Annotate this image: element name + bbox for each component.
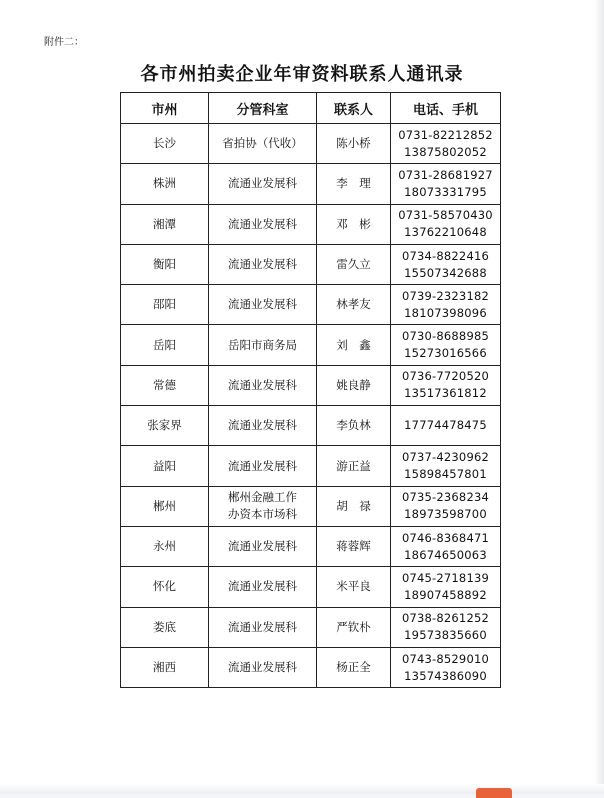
contact-cell: 胡 禄 — [317, 486, 391, 526]
phone-number: 18073331795 — [404, 184, 487, 199]
header-city: 市州 — [121, 93, 209, 124]
table-row — [121, 526, 501, 566]
phone-number: 19573835660 — [404, 628, 487, 643]
phone-cell — [391, 446, 501, 486]
city-cell: 湘西 — [121, 647, 209, 687]
phone-number: 15507342688 — [404, 265, 487, 280]
table-row — [121, 365, 501, 405]
dept-line: 办资本市场科 — [228, 507, 297, 522]
phone-number: 0746-8368471 — [401, 530, 490, 545]
dept-line: 流通业发展科 — [228, 619, 297, 634]
table-row — [121, 406, 501, 446]
contact-cell: 李负林 — [317, 406, 391, 446]
phone-number: 0730-8688985 — [401, 329, 490, 344]
dept-cell — [209, 526, 317, 566]
table-row — [121, 164, 501, 204]
phone-number: 17774478475 — [404, 418, 487, 433]
page-edge-bottom — [0, 784, 604, 794]
phone-number: 15898457801 — [404, 467, 487, 482]
table-row — [121, 285, 501, 325]
city-cell: 怀化 — [121, 567, 209, 607]
phone-number: 0739-2323182 — [401, 288, 490, 303]
table-row — [121, 446, 501, 486]
annex-label: 附件二： — [44, 37, 84, 48]
dept-line: 流通业发展科 — [228, 257, 297, 272]
dept-cell — [209, 567, 317, 607]
contact-cell: 杨正全 — [317, 647, 391, 687]
city-cell: 衡阳 — [121, 244, 209, 284]
dept-cell — [209, 204, 317, 244]
dept-cell — [209, 647, 317, 687]
phone-cell — [391, 124, 501, 164]
dept-line: 流通业发展科 — [228, 418, 297, 433]
phone-cell — [391, 365, 501, 405]
phone-number: 0737-4230962 — [401, 450, 490, 465]
phone-number: 18973598700 — [404, 507, 487, 522]
dept-cell — [209, 365, 317, 405]
city-cell: 娄底 — [121, 607, 209, 647]
phone-number: 0736-7720520 — [401, 369, 490, 384]
dept-cell — [209, 285, 317, 325]
dept-line: 郴州金融工作 — [228, 490, 297, 505]
header-dept: 分管科室 — [209, 93, 317, 124]
table-row — [121, 607, 501, 647]
dept-line: 省拍协（代收） — [222, 136, 303, 151]
corner-tab — [476, 788, 512, 798]
phone-number: 0745-2718139 — [401, 570, 490, 585]
dept-cell — [209, 124, 317, 164]
phone-number: 0734-8822416 — [401, 248, 490, 263]
phone-number: 13574386090 — [404, 668, 487, 683]
contact-cell: 雷久立 — [317, 244, 391, 284]
city-cell: 岳阳 — [121, 325, 209, 365]
dept-line: 流通业发展科 — [228, 377, 297, 392]
dept-cell — [209, 325, 317, 365]
city-cell: 永州 — [121, 526, 209, 566]
dept-line: 流通业发展科 — [228, 660, 297, 674]
table-body — [121, 124, 501, 688]
table-row — [121, 124, 501, 164]
table-row — [121, 647, 501, 687]
city-cell: 湘潭 — [121, 204, 209, 244]
phone-cell — [391, 647, 501, 687]
contact-cell: 游正益 — [317, 446, 391, 486]
table-row — [121, 244, 501, 284]
contact-cell: 刘 鑫 — [317, 325, 391, 365]
table-header-row — [121, 93, 501, 124]
phone-cell — [391, 486, 501, 526]
table-row — [121, 567, 501, 607]
phone-cell — [391, 567, 501, 607]
table-row — [121, 204, 501, 244]
phone-cell — [391, 607, 501, 647]
phone-number: 15273016566 — [404, 346, 487, 361]
page-edge-right — [594, 0, 604, 794]
phone-number: 0731-58570430 — [398, 208, 493, 223]
phone-cell — [391, 406, 501, 446]
dept-line: 岳阳市商务局 — [228, 337, 297, 352]
phone-cell — [391, 164, 501, 204]
dept-line: 流通业发展科 — [228, 176, 297, 191]
phone-number: 18674650063 — [404, 547, 487, 562]
contact-cell: 林孝友 — [317, 285, 391, 325]
phone-cell — [391, 285, 501, 325]
dept-line: 流通业发展科 — [228, 579, 297, 594]
dept-cell — [209, 607, 317, 647]
city-cell: 邵阳 — [121, 285, 209, 325]
dept-cell — [209, 446, 317, 486]
city-cell: 常德 — [121, 365, 209, 405]
phone-number: 0735-2368234 — [401, 490, 490, 505]
city-cell: 长沙 — [121, 124, 209, 164]
phone-number: 13762210648 — [404, 225, 487, 240]
phone-number: 18907458892 — [404, 587, 487, 602]
dept-cell — [209, 486, 317, 526]
phone-cell — [391, 526, 501, 566]
phone-number: 0743-8529010 — [401, 651, 490, 666]
header-contact: 联系人 — [317, 93, 391, 124]
dept-line: 流通业发展科 — [228, 216, 297, 231]
dept-line: 流通业发展科 — [228, 297, 297, 312]
contact-cell: 蒋蓉辉 — [317, 526, 391, 566]
table-row — [121, 325, 501, 365]
contact-cell: 姚良静 — [317, 365, 391, 405]
dept-line: 流通业发展科 — [228, 539, 297, 554]
document-title: 各市州拍卖企业年审资料联系人通讯录 — [140, 64, 464, 85]
city-cell: 株洲 — [121, 164, 209, 204]
contact-cell: 米平良 — [317, 567, 391, 607]
phone-cell — [391, 244, 501, 284]
table-row — [121, 486, 501, 526]
city-cell: 益阳 — [121, 446, 209, 486]
phone-cell — [391, 204, 501, 244]
contact-cell: 李 理 — [317, 164, 391, 204]
phone-number: 0738-8261252 — [401, 611, 490, 626]
phone-number: 18107398096 — [404, 305, 487, 320]
dept-cell — [209, 244, 317, 284]
phone-number: 0731-28681927 — [398, 167, 493, 182]
header-phone: 电话、手机 — [391, 93, 501, 124]
dept-cell — [209, 406, 317, 446]
contact-cell: 陈小桥 — [317, 124, 391, 164]
contact-cell: 邓 彬 — [317, 204, 391, 244]
contacts-table — [120, 92, 501, 688]
city-cell: 郴州 — [121, 486, 209, 526]
dept-cell — [209, 164, 317, 204]
contact-cell: 严钦朴 — [317, 607, 391, 647]
phone-number: 13517361812 — [404, 386, 487, 401]
phone-number: 0731-82212852 — [398, 127, 493, 142]
dept-line: 流通业发展科 — [228, 458, 297, 473]
city-cell: 张家界 — [121, 406, 209, 446]
phone-cell — [391, 325, 501, 365]
phone-number: 13875802052 — [404, 144, 487, 159]
